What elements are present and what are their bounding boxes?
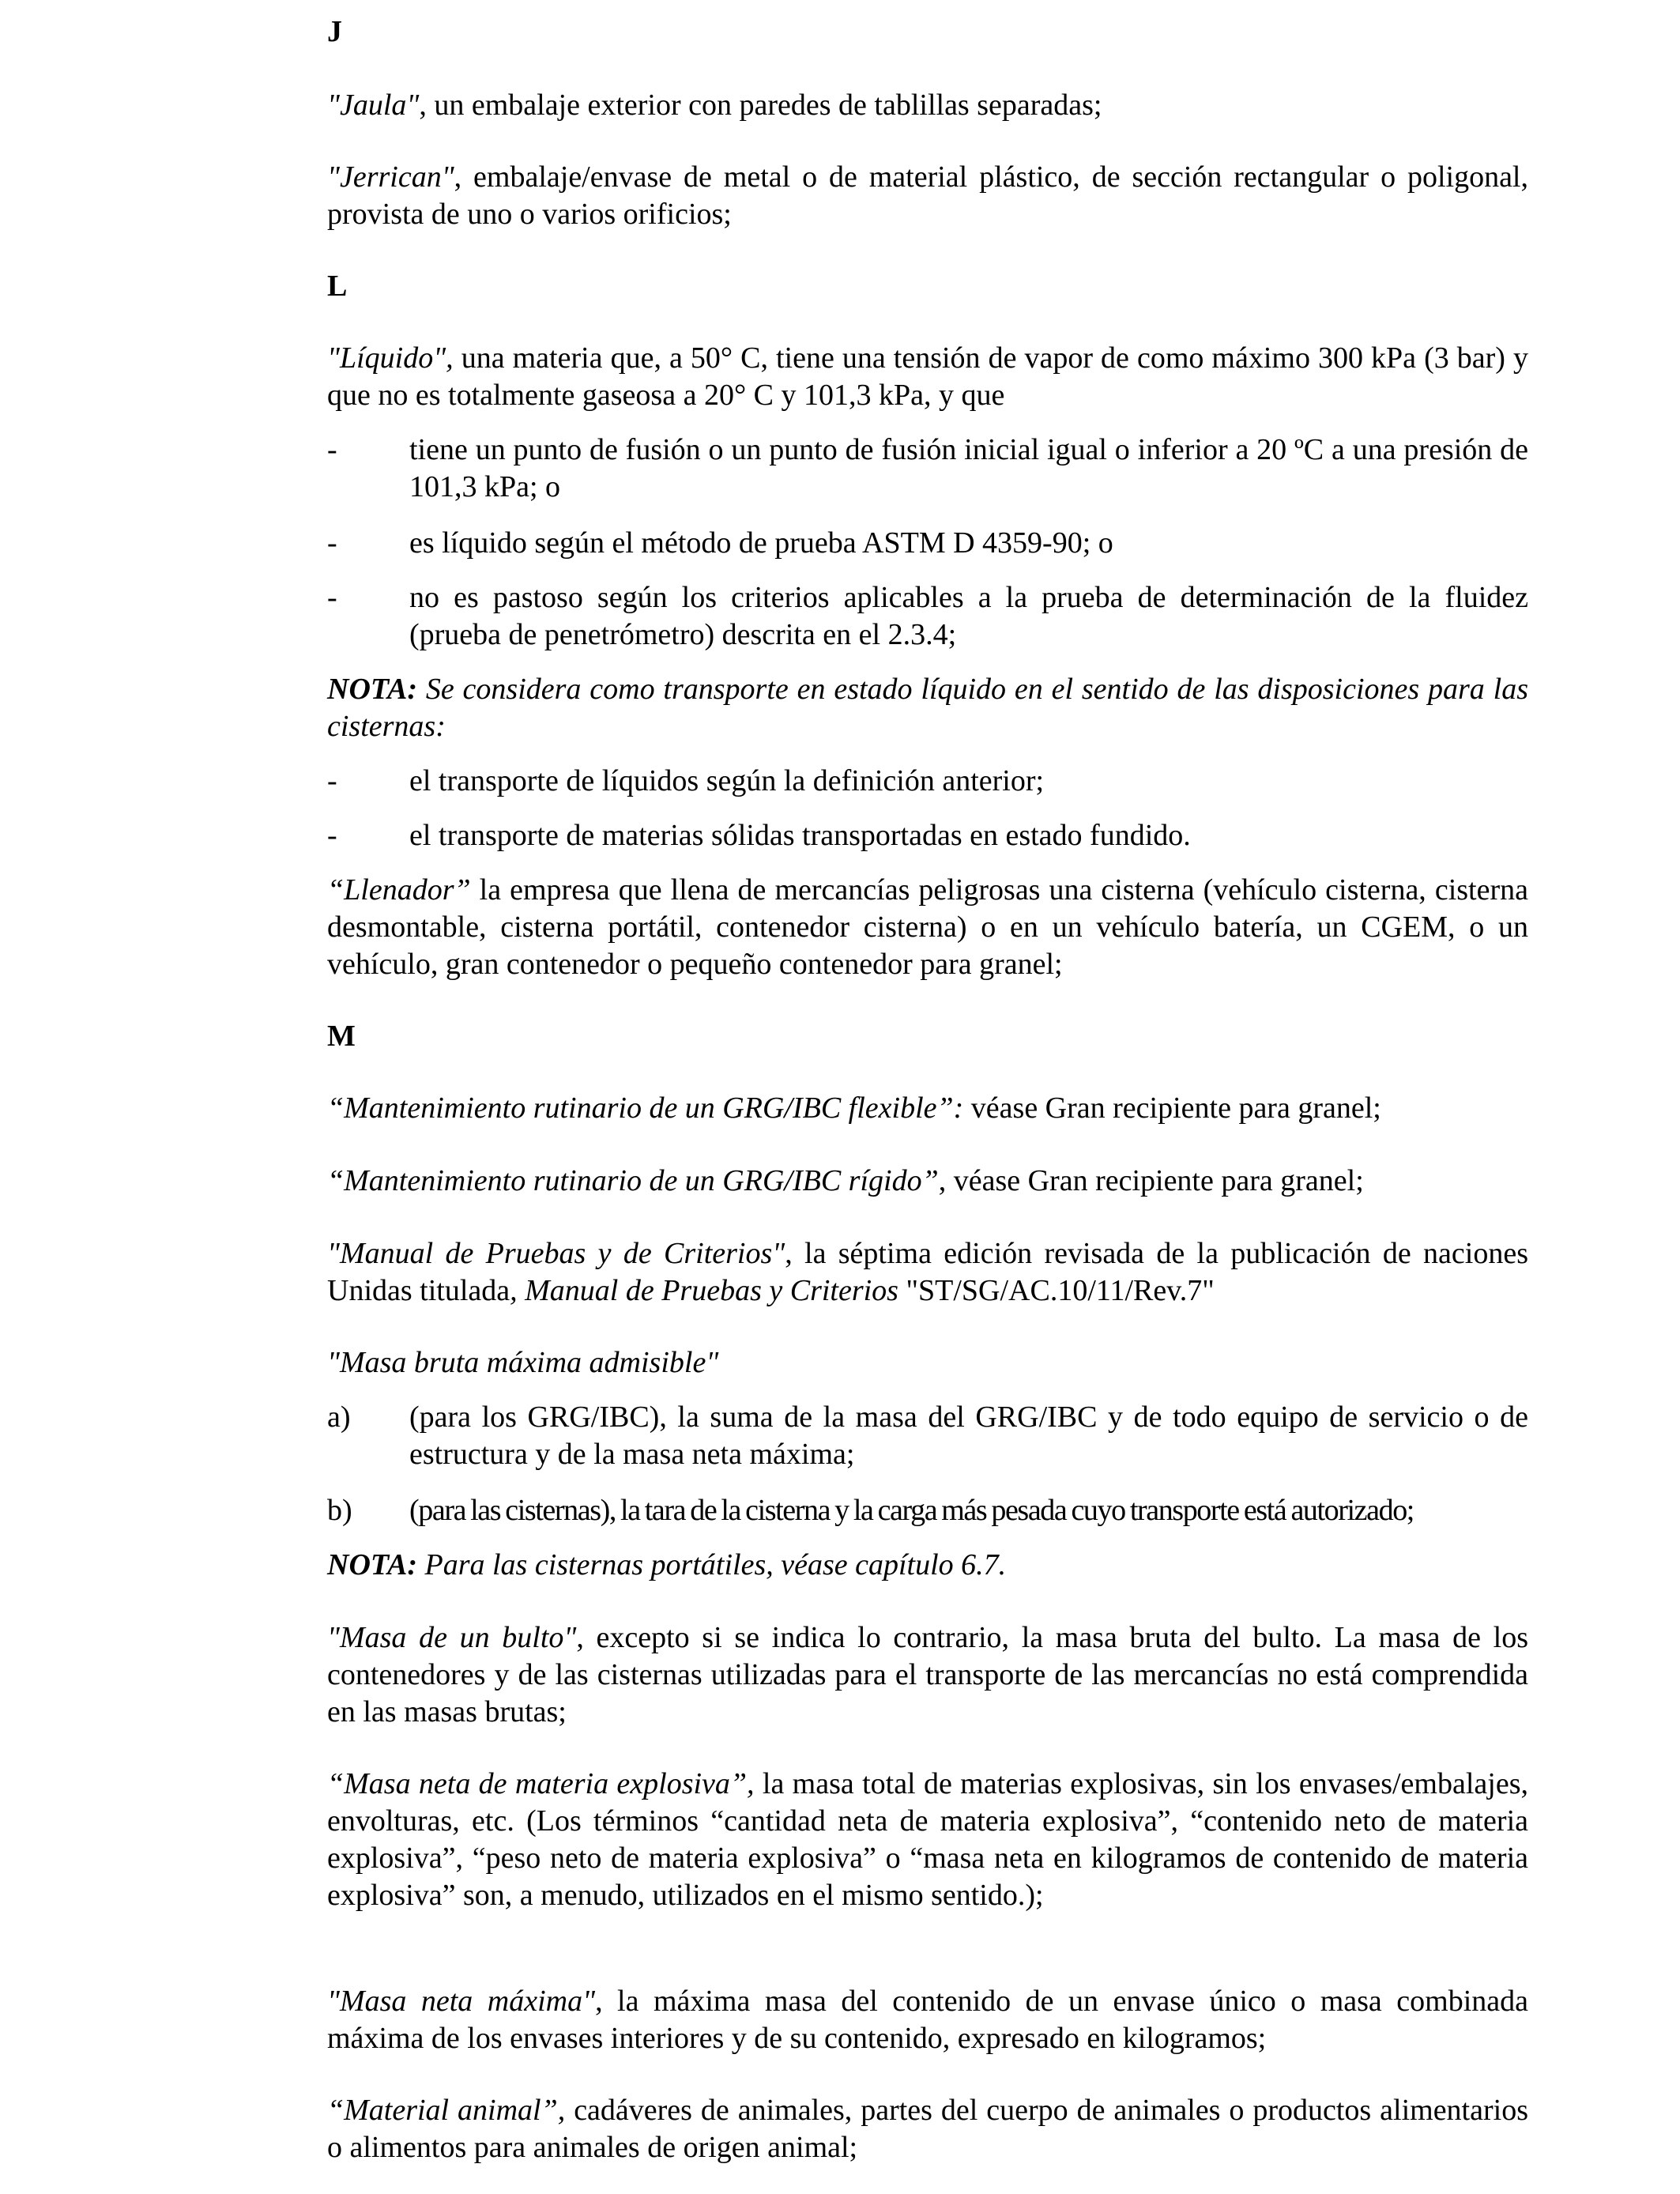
definition-masa-neta-explosiva: [327, 1766, 1528, 1914]
note-text: Se considera como transporte en estado líquido en el sentido de las disposiciones para las cisternas:: [327, 673, 1528, 743]
term-masa-neta-explosiva: “Masa neta de materia explosiva”,: [327, 1767, 755, 1800]
note-liquido: [327, 671, 1528, 745]
note-label: NOTA:: [327, 673, 417, 706]
definition-masa-neta-maxima: [327, 1983, 1528, 2057]
definition-liquido: [327, 340, 1528, 414]
term-llenador: “Llenador”: [327, 873, 471, 907]
definition-material-animal: [327, 2092, 1528, 2166]
section-heading-j: J: [327, 15, 342, 48]
definition-text-mantenimiento-rigido: , véase Gran recipiente para granel;: [938, 1164, 1364, 1197]
definition-jaula: [327, 87, 1528, 124]
list-marker: -: [327, 764, 337, 797]
term-mantenimiento-rigido: “Mantenimiento rutinario de un GRG/IBC rígido”: [327, 1164, 939, 1197]
list-item-text: el transporte de líquidos según la definición anterior;: [409, 764, 1045, 797]
list-item-text: (para las cisternas), la tara de la cisterna y la carga más pesada cuyo transporte está autorizado;: [409, 1494, 1414, 1527]
definition-text-masa-bulto: , excepto si se indica lo contrario, la masa bruta del bulto. La masa de los contenedores y de las cisternas utilizadas para el transporte de las mercancías no está comprendida en las masas brutas;: [327, 1621, 1528, 1728]
term-jaula: "Jaula": [327, 89, 420, 122]
term-masa-bulto: "Masa de un bulto": [327, 1621, 577, 1654]
definition-text-masa-neta-maxima: , la máxima masa del contenido de un envase único o masa combinada máxima de los envases interiores y de su contenido, expresado en kilogramos;: [327, 1985, 1528, 2055]
list-marker: -: [327, 581, 337, 614]
definition-text-mantenimiento-flexible: véase Gran recipiente para granel;: [963, 1091, 1381, 1125]
list-item-text: (para los GRG/IBC), la suma de la masa del GRG/IBC y de todo equipo de servicio o de estructura y de la masa neta máxima;: [409, 1400, 1528, 1471]
list-item: [327, 763, 1528, 800]
list-item-text: tiene un punto de fusión o un punto de fusión inicial igual o inferior a 20 ºC a una presión de 101,3 kPa; o: [409, 433, 1528, 503]
definition-text-jaula: , un embalaje exterior con paredes de tablillas separadas;: [419, 89, 1102, 122]
definition-llenador: [327, 872, 1528, 983]
definition-mantenimiento-flexible: [327, 1090, 1528, 1127]
list-item: [327, 525, 1528, 562]
definition-text-material-animal: cadáveres de animales, partes del cuerpo de animales o productos alimentarios o alimentos para animales de origen animal;: [327, 2094, 1528, 2164]
section-heading-l: L: [327, 270, 348, 303]
note-masa-bruta: [327, 1547, 1528, 1584]
note-text: Para las cisternas portátiles, véase capítulo 6.7.: [417, 1548, 1007, 1581]
term-material-animal: “Material animal”,: [327, 2094, 566, 2127]
term-liquido: "Líquido",: [327, 341, 454, 375]
term-mantenimiento-flexible: “Mantenimiento rutinario de un GRG/IBC flexible”:: [327, 1091, 964, 1125]
list-marker: -: [327, 433, 337, 466]
list-marker: a): [327, 1400, 351, 1434]
definition-text-manual: , la séptima edición revisada de la publicación de naciones Unidas titulada: [327, 1237, 1528, 1307]
definition-manual: [327, 1235, 1528, 1310]
note-label: NOTA:: [327, 1548, 417, 1581]
list-marker: -: [327, 819, 337, 852]
list-item-text: el transporte de materias sólidas transportadas en estado fundido.: [409, 819, 1191, 852]
list-item-text: es líquido según el método de prueba ASTM D 4359-90; o: [409, 526, 1113, 560]
list-item: [327, 1399, 1528, 1473]
term-masa-neta-maxima: "Masa neta máxima": [327, 1985, 596, 2018]
definition-text-masa-neta-explosiva: la masa total de materias explosivas, sin los envases/embalajes, envolturas, etc. (Los términos “cantidad neta de materia explosiva”, “contenido neto de materia explosiva”, “peso neto de materia explosiva” o “masa neta en kilogramos de contenido de materia explosiva” son, a menudo, utilizados en el mismo sentido.);: [327, 1767, 1528, 1912]
term-jerrican: "Jerrican": [327, 160, 454, 194]
list-item-text: no es pastoso según los criterios aplicables a la prueba de determinación de la fluidez (prueba de penetrómetro) descrita en el 2.3.4;: [409, 581, 1528, 651]
list-item: [327, 1492, 1528, 1529]
definition-masa-bulto: [327, 1619, 1528, 1731]
section-heading-m: M: [327, 1020, 356, 1053]
list-item: [327, 817, 1528, 854]
term-manual: "Manual de Pruebas y de Criterios": [327, 1237, 785, 1270]
definition-jerrican: [327, 159, 1528, 233]
list-marker: -: [327, 526, 337, 560]
list-item: [327, 432, 1528, 506]
list-marker: b): [327, 1494, 352, 1527]
definition-masa-bruta: [327, 1344, 1528, 1382]
list-item: [327, 579, 1528, 654]
manual-code: "ST/SG/AC.10/11/Rev.7": [898, 1274, 1215, 1307]
manual-title: , Manual de Pruebas y Criterios: [510, 1274, 898, 1307]
term-masa-bruta: "Masa bruta máxima admisible": [327, 1346, 719, 1379]
definition-mantenimiento-rigido: [327, 1163, 1528, 1200]
definition-text-llenador: la empresa que llena de mercancías peligrosas una cisterna (vehículo cisterna, cisterna desmontable, cisterna portátil, contenedor cisterna) o en un vehículo batería, un CGEM, o un vehículo, gran contenedor o pequeño contenedor para granel;: [327, 873, 1528, 981]
definition-text-liquido: una materia que, a 50° C, tiene una tensión de vapor de como máximo 300 kPa (3 bar) y que no es totalmente gaseosa a 20° C y 101,3 kPa, y que: [327, 341, 1528, 412]
definition-text-jerrican: , embalaje/envase de metal o de material plástico, de sección rectangular o poligonal, provista de uno o varios orificios;: [327, 160, 1528, 231]
